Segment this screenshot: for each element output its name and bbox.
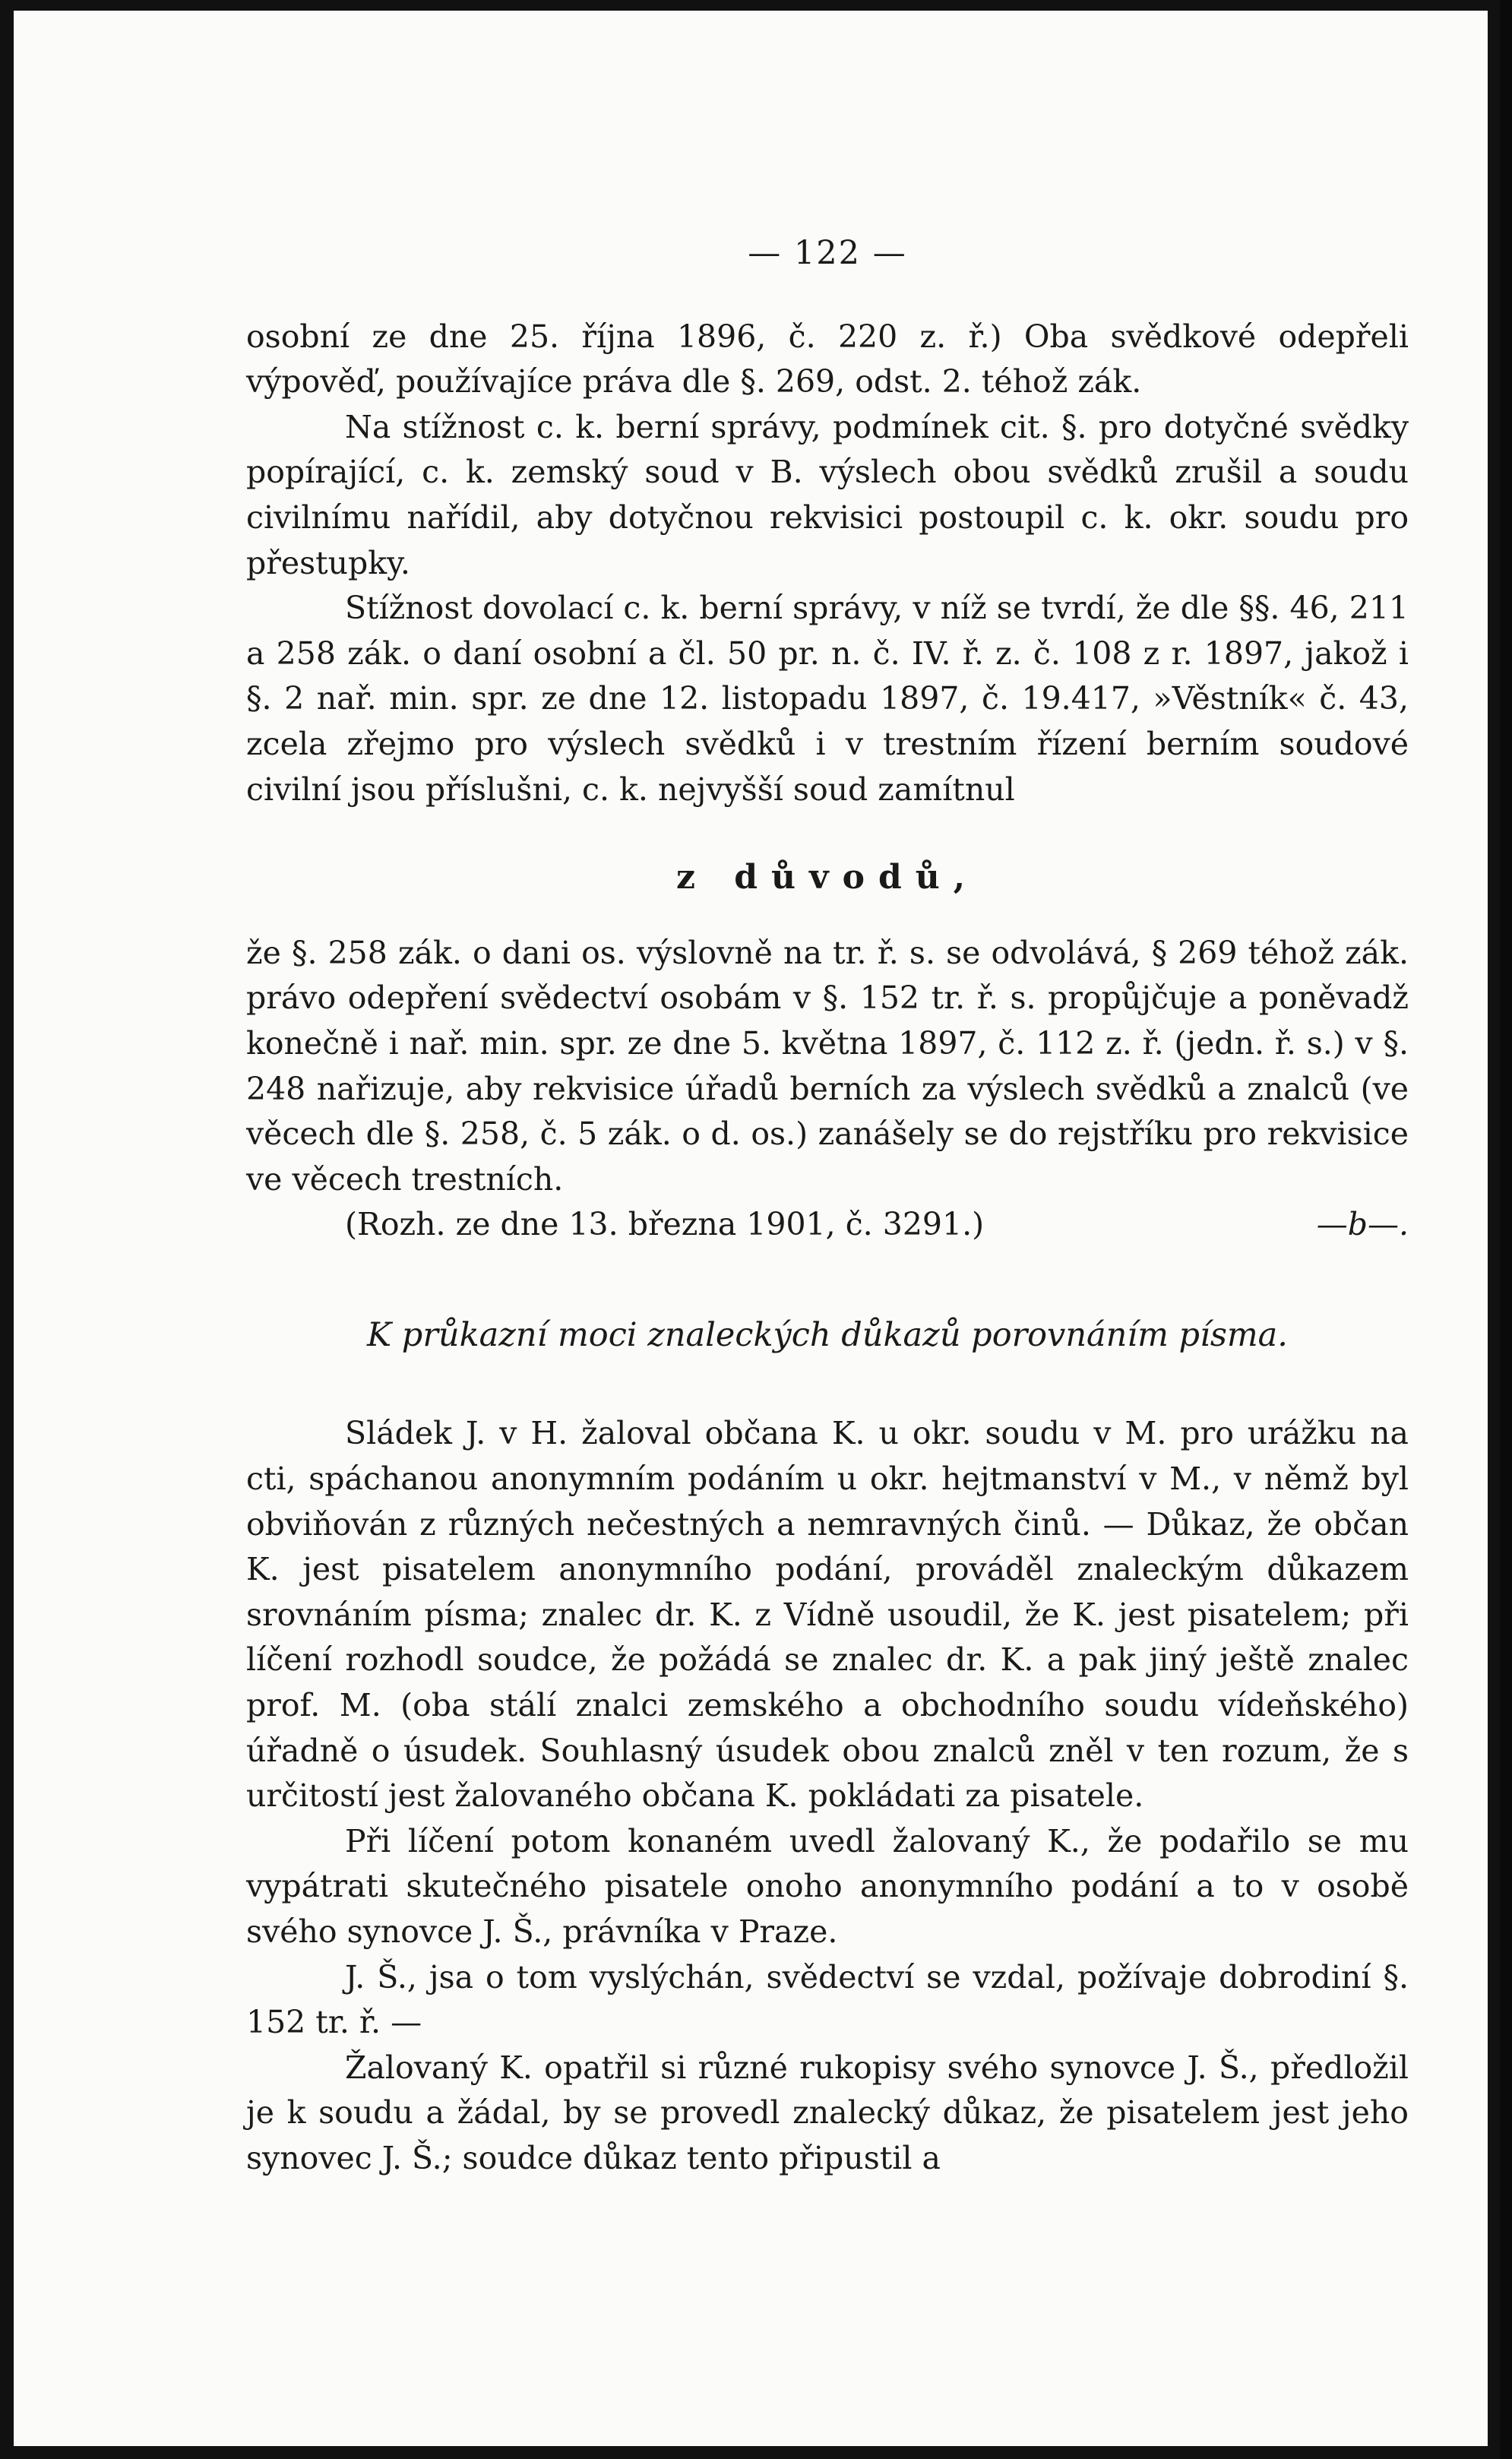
paragraph-7: J. Š., jsa o tom vyslýchán, svědectví se vzdal, požívaje dobrodiní §. 152 tr. ř. — <box>246 1958 1409 2041</box>
page-number: — 122 — <box>748 234 907 272</box>
paragraph-8: Žalovaný K. opatřil si různé rukopisy svého synovce J. Š., předložil je k soudu a žádal, by se provedl znalecký důkaz, že pisatelem jest jeho synovec J. Š.; soudce důkaz tento připustil a <box>246 2049 1409 2176</box>
section-title: K průkazní moci znaleckých důkazů porovnáním písma. <box>367 1315 1288 1354</box>
author-signature: —b—. <box>1316 1206 1409 1243</box>
page-content <box>246 231 1409 2182</box>
paragraph-1: osobní ze dne 25. října 1896, č. 220 z. ř.) Oba svědkové odepřeli výpověď, používajíce práva dle §. 269, odst. 2. téhož zák. <box>246 318 1409 400</box>
paragraph-2: Na stížnost c. k. berní správy, podmínek cit. §. pro dotyčné svědky popírající, c. k. zemský soud v B. výslech obou svědků zrušil a soudu civilnímu nařídil, aby dotyčnou rekvisici postoupil c. k. okr. soudu pro přestupky. <box>246 408 1409 581</box>
paragraph-6: Při líčení potom konaném uvedl žalovaný K., že podařilo se mu vypátrati skutečného pisatele onoho anonymního podání a to v osobě svého synovce J. Š., právníka v Praze. <box>246 1822 1409 1950</box>
paragraph-5: Sládek J. v H. žaloval občana K. u okr. soudu v M. pro urážku na cti, spáchanou anonymním podáním u okr. hejtmanství v M., v němž byl obviňován z různých nečestných a nemravných činů. — Důkaz, že občan K. jest pisatelem anonymního podání, prováděl znaleckým důkazem srovnáním písma; znalec dr. K. z Vídně usoudil, že K. jest pisatelem; při líčení rozhodl soudce, že požádá se znalec dr. K. a pak jiný ještě znalec prof. M. (oba stálí znalci zemského a obchodního soudu vídeňského) úřadně o úsudek. Souhlasný úsudek obou znalců zněl v ten rozum, že s určitostí jest žalovaného občana K. pokládati za pisatele. <box>246 1415 1409 1815</box>
paragraph-3: Stížnost dovolací c. k. berní správy, v níž se tvrdí, že dle §§. 46, 211 a 258 zák. o daní osobní a čl. 50 pr. n. č. IV. ř. z. č. 108 z r. 1897, jakož i §. 2 nař. min. spr. ze dne 12. listopadu 1897, č. 19.417, »Věstník« č. 43, zcela zřejmo pro výslech svědků i v trestním řízení berním soudové civilní jsou příslušni, c. k. nejvyšší soud zamítnul <box>246 590 1409 808</box>
reasons-heading: z důvodů, <box>675 858 979 897</box>
paragraph-4: že §. 258 zák. o dani os. výslovně na tr. ř. s. se odvolává, § 269 téhož zák. právo odepření svědectví osobám v §. 152 tr. ř. s. propůjčuje a poněvadž konečně i nař. min. spr. ze dne 5. května 1897, č. 112 z. ř. (jedn. ř. s.) v §. 248 nařizuje, aby rekvisice úřadů berních za výslech svědků a znalců (ve věcech dle §. 258, č. 5 zák. o d. os.) zanášely se do rejstříku pro rekvisice ve věcech trestních. <box>246 934 1409 1198</box>
decision-citation: (Rozh. ze dne 13. března 1901, č. 3291.) <box>345 1206 985 1243</box>
citation-line <box>246 1202 1409 1248</box>
scan-border <box>1500 0 1512 2459</box>
book-page <box>14 11 1488 2446</box>
